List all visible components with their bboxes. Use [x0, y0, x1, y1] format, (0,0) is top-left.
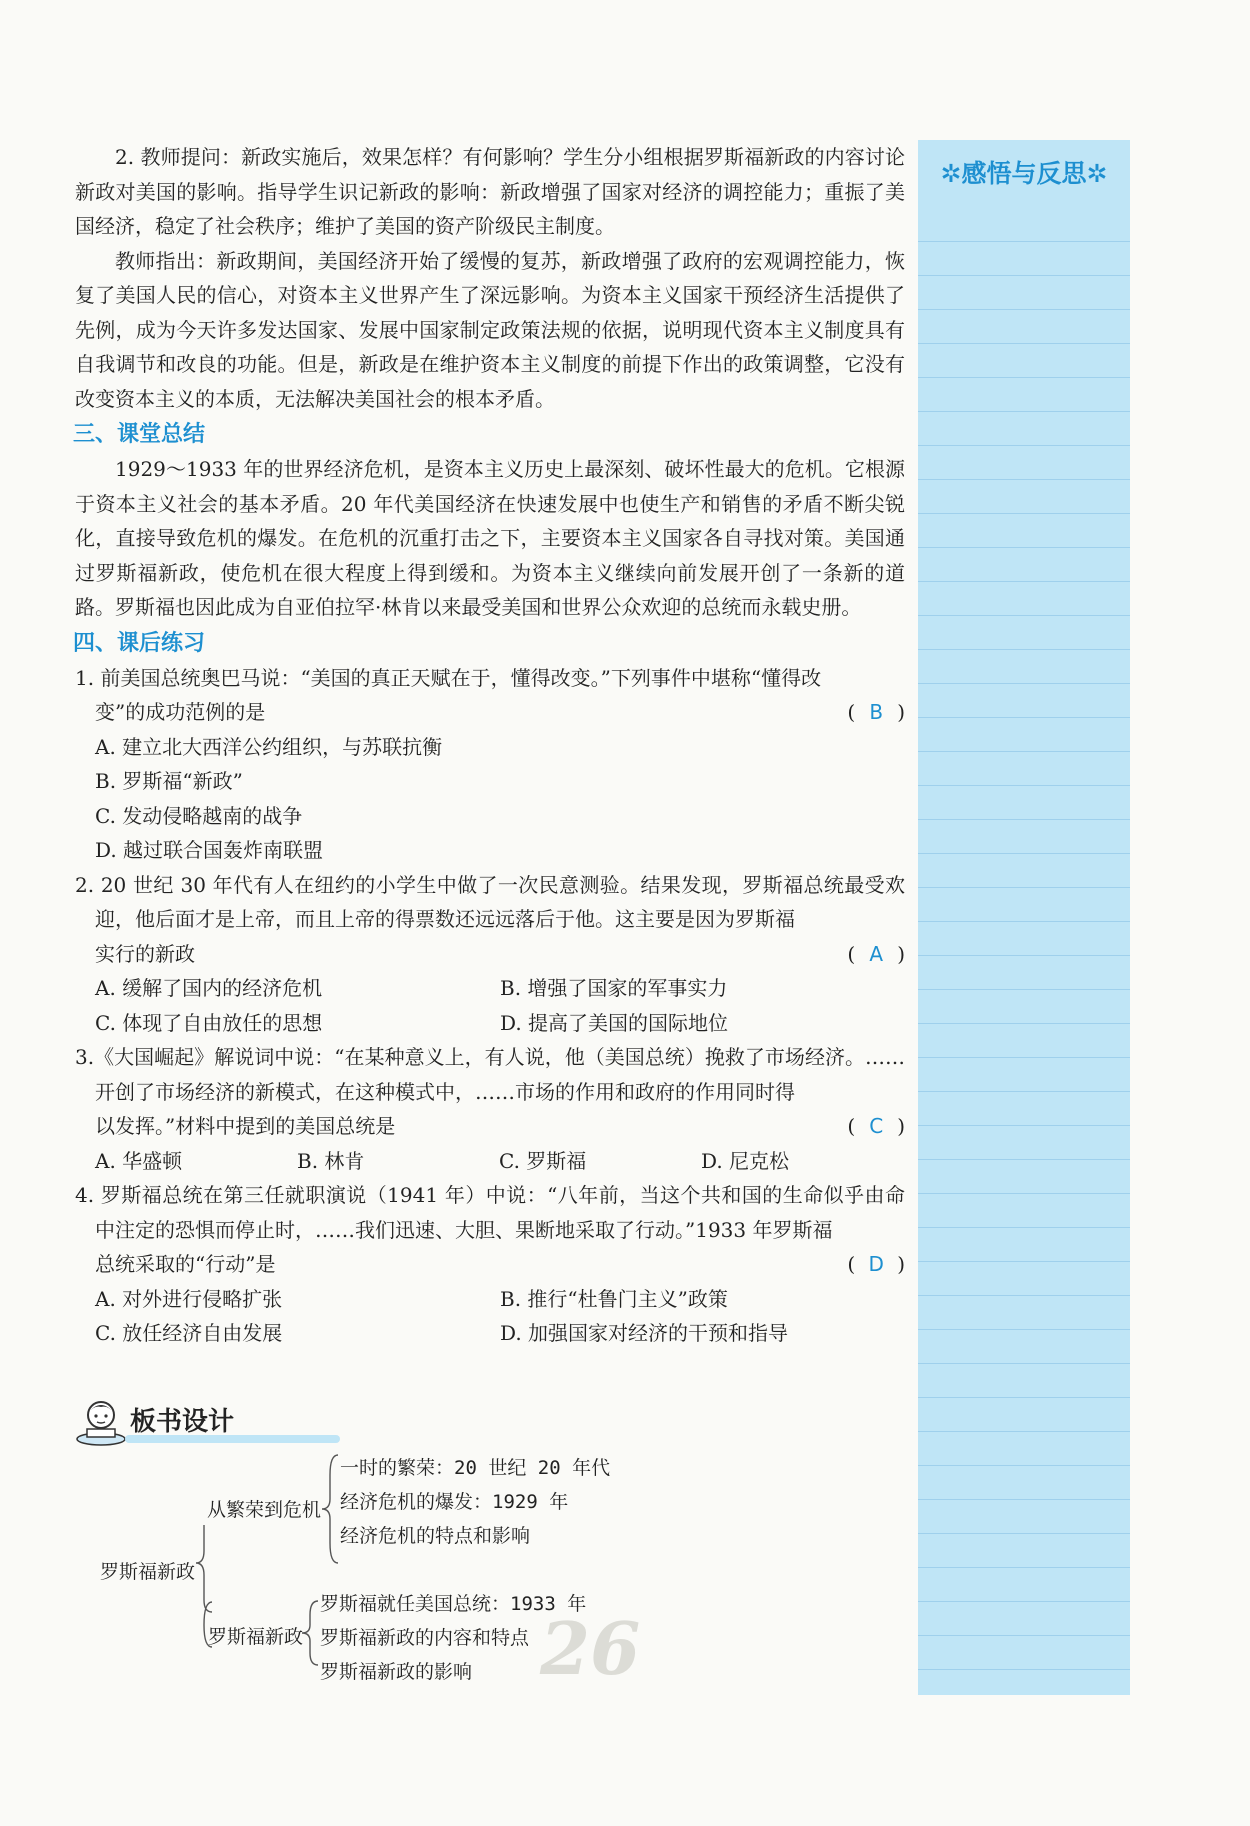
board-design-diagram: [100, 1445, 800, 1685]
board-item: 罗斯福新政的内容和特点: [320, 1627, 530, 1649]
option-a: A. 缓解了国内的经济危机: [95, 976, 323, 1000]
options: [75, 1282, 905, 1351]
question-stem: 3.《大国崛起》解说词中说：“在某种意义上，有人说，他（美国总统）挽救了市场经济。……开创了市场经济的新模式，在这种模式中，……市场的作用和政府的作用同时得: [75, 1045, 905, 1104]
paragraph-summary: 1929～1933 年的世界经济危机，是资本主义历史上最深刻、破坏性最大的危机。它根源于资本主义社会的基本矛盾。20 年代美国经济在快速发展中也使生产和销售的矛盾不断尖锐化，直接导致危机的爆发。在危机的沉重打击之下，主要资本主义国家各自寻找对策。美国通过罗斯福新政，使危机在很大程度上得到缓和。为资本主义继续向前发展开创了一条新的道路。罗斯福也因此成为自亚伯拉罕·林肯以来最受美国和世界公众欢迎的总统而永载史册。: [75, 457, 905, 619]
answer-bracket: ( B ): [847, 695, 905, 730]
option-c: C. 罗斯福: [499, 1148, 587, 1173]
answer-bracket: ( D ): [847, 1247, 905, 1282]
options: [75, 1144, 905, 1179]
question-stem-text: 总统采取的“行动”是: [95, 1252, 276, 1276]
options-row: [95, 971, 905, 1006]
sidebar-title: ✲感悟与反思✲: [918, 140, 1130, 208]
board-item: 罗斯福就任美国总统：1933 年: [320, 1593, 587, 1615]
question-stem-text: 变”的成功范例的是: [95, 700, 266, 724]
question-stem: 4. 罗斯福总统在第三任就职演说（1941 年）中说：“八年前，当这个共和国的生命似乎由命中注定的恐惧而停止时，……我们迅速、大胆、果断地采取了行动。”1933 年罗斯福: [75, 1183, 905, 1242]
option-c: C. 发动侵略越南的战争: [95, 803, 303, 828]
board-design-title: 板书设计: [130, 1407, 235, 1437]
section-summary-title: 三、课堂总结: [73, 422, 206, 447]
question-2: [75, 868, 905, 1041]
reflection-sidebar: [918, 140, 1130, 1695]
option-b: B. 推行“杜鲁门主义”政策: [500, 1286, 728, 1311]
question-4: [75, 1178, 905, 1351]
answer-bracket: ( C ): [847, 1109, 905, 1144]
question-stem-text: 以发挥。”材料中提到的美国总统是: [95, 1114, 396, 1138]
options-row: [95, 1006, 905, 1041]
question-1: [75, 661, 905, 868]
section-exercises-title: 四、课后练习: [73, 630, 206, 656]
options: [75, 971, 905, 1040]
option-b: B. 罗斯福“新政”: [95, 769, 243, 793]
option-b: B. 增强了国家的军事实力: [500, 976, 728, 1000]
question-stem-text: 实行的新政: [95, 941, 195, 966]
question-stem-last-line: [75, 937, 905, 972]
option-d: D. 加强国家对经济的干预和指导: [500, 1321, 789, 1345]
options-row: [95, 1282, 905, 1317]
option-d: D. 提高了美国的国际地位: [500, 1010, 729, 1035]
option-c: C. 体现了自由放任的思想: [95, 1010, 323, 1035]
answer-letter: C: [869, 1114, 884, 1138]
board-design-header: [75, 1395, 285, 1450]
question-stem-last-line: [75, 1247, 905, 1282]
board-root: 罗斯福新政: [100, 1561, 196, 1583]
options-row: [95, 1144, 905, 1179]
question-stem: 1. 前美国总统奥巴马说：“美国的真正天赋在于，懂得改变。”下列事件中堪称“懂得改: [75, 665, 822, 690]
question-stem-last-line: [75, 1109, 905, 1144]
paragraph-teacher-question: 2. 教师提问：新政实施后，效果怎样？有何影响？学生分小组根据罗斯福新政的内容讨论新政对美国的影响。指导学生识记新政的影响：新政增强了国家对经济的调控能力；重振了美国经济，稳定了社会秩序；维护了美国的资产阶级民主制度。: [75, 145, 905, 238]
option-d: D. 越过联合国轰炸南联盟: [95, 838, 324, 862]
board-branch-2: 罗斯福新政: [208, 1626, 304, 1648]
options-row: [95, 1316, 905, 1351]
student-reading-icon: [75, 1395, 131, 1447]
option-a: A. 建立北大西洋公约组织，与苏联抗衡: [95, 734, 443, 759]
board-branch-1: 从繁荣到危机: [207, 1499, 322, 1521]
board-item: 经济危机的爆发：1929 年: [340, 1491, 569, 1513]
options: [75, 730, 905, 868]
question-stem-last-line: [75, 695, 905, 730]
question-stem: 2. 20 世纪 30 年代有人在纽约的小学生中做了一次民意测验。结果发现，罗斯福总统最受欢迎，他后面才是上帝，而且上帝的得票数还远远落后于他。这主要是因为罗斯福: [75, 872, 905, 931]
board-item: 一时的繁荣：20 世纪 20 年代: [340, 1457, 611, 1479]
option-c: C. 放任经济自由发展: [95, 1321, 283, 1345]
answer-bracket: ( A ): [847, 937, 905, 972]
answer-letter: A: [869, 941, 884, 966]
board-item: 经济危机的特点和影响: [340, 1525, 531, 1547]
option-d: D. 尼克松: [701, 1148, 790, 1173]
page-number: 26: [540, 1606, 641, 1691]
question-3: [75, 1040, 905, 1178]
paragraph-teacher-points: 教师指出：新政期间，美国经济开始了缓慢的复苏，新政增强了政府的宏观调控能力，恢复了美国人民的信心，对资本主义世界产生了深远影响。为资本主义国家干预经济生活提供了先例，成为今天许多发达国家、发展中国家制定政策法规的依据，说明现代资本主义制度具有自我调节和改良的功能。但是，新政是在维护资本主义制度的前提下作出的政策调整，它没有改变资本主义的本质，无法解决美国社会的根本矛盾。: [75, 248, 905, 411]
main-column: [75, 140, 905, 1351]
option-b: B. 林肯: [297, 1148, 365, 1173]
answer-letter: D: [868, 1252, 884, 1276]
board-item: 罗斯福新政的影响: [320, 1661, 473, 1683]
option-a: A. 对外进行侵略扩张: [95, 1286, 283, 1311]
answer-letter: B: [869, 700, 884, 724]
option-a: A. 华盛顿: [95, 1148, 183, 1173]
